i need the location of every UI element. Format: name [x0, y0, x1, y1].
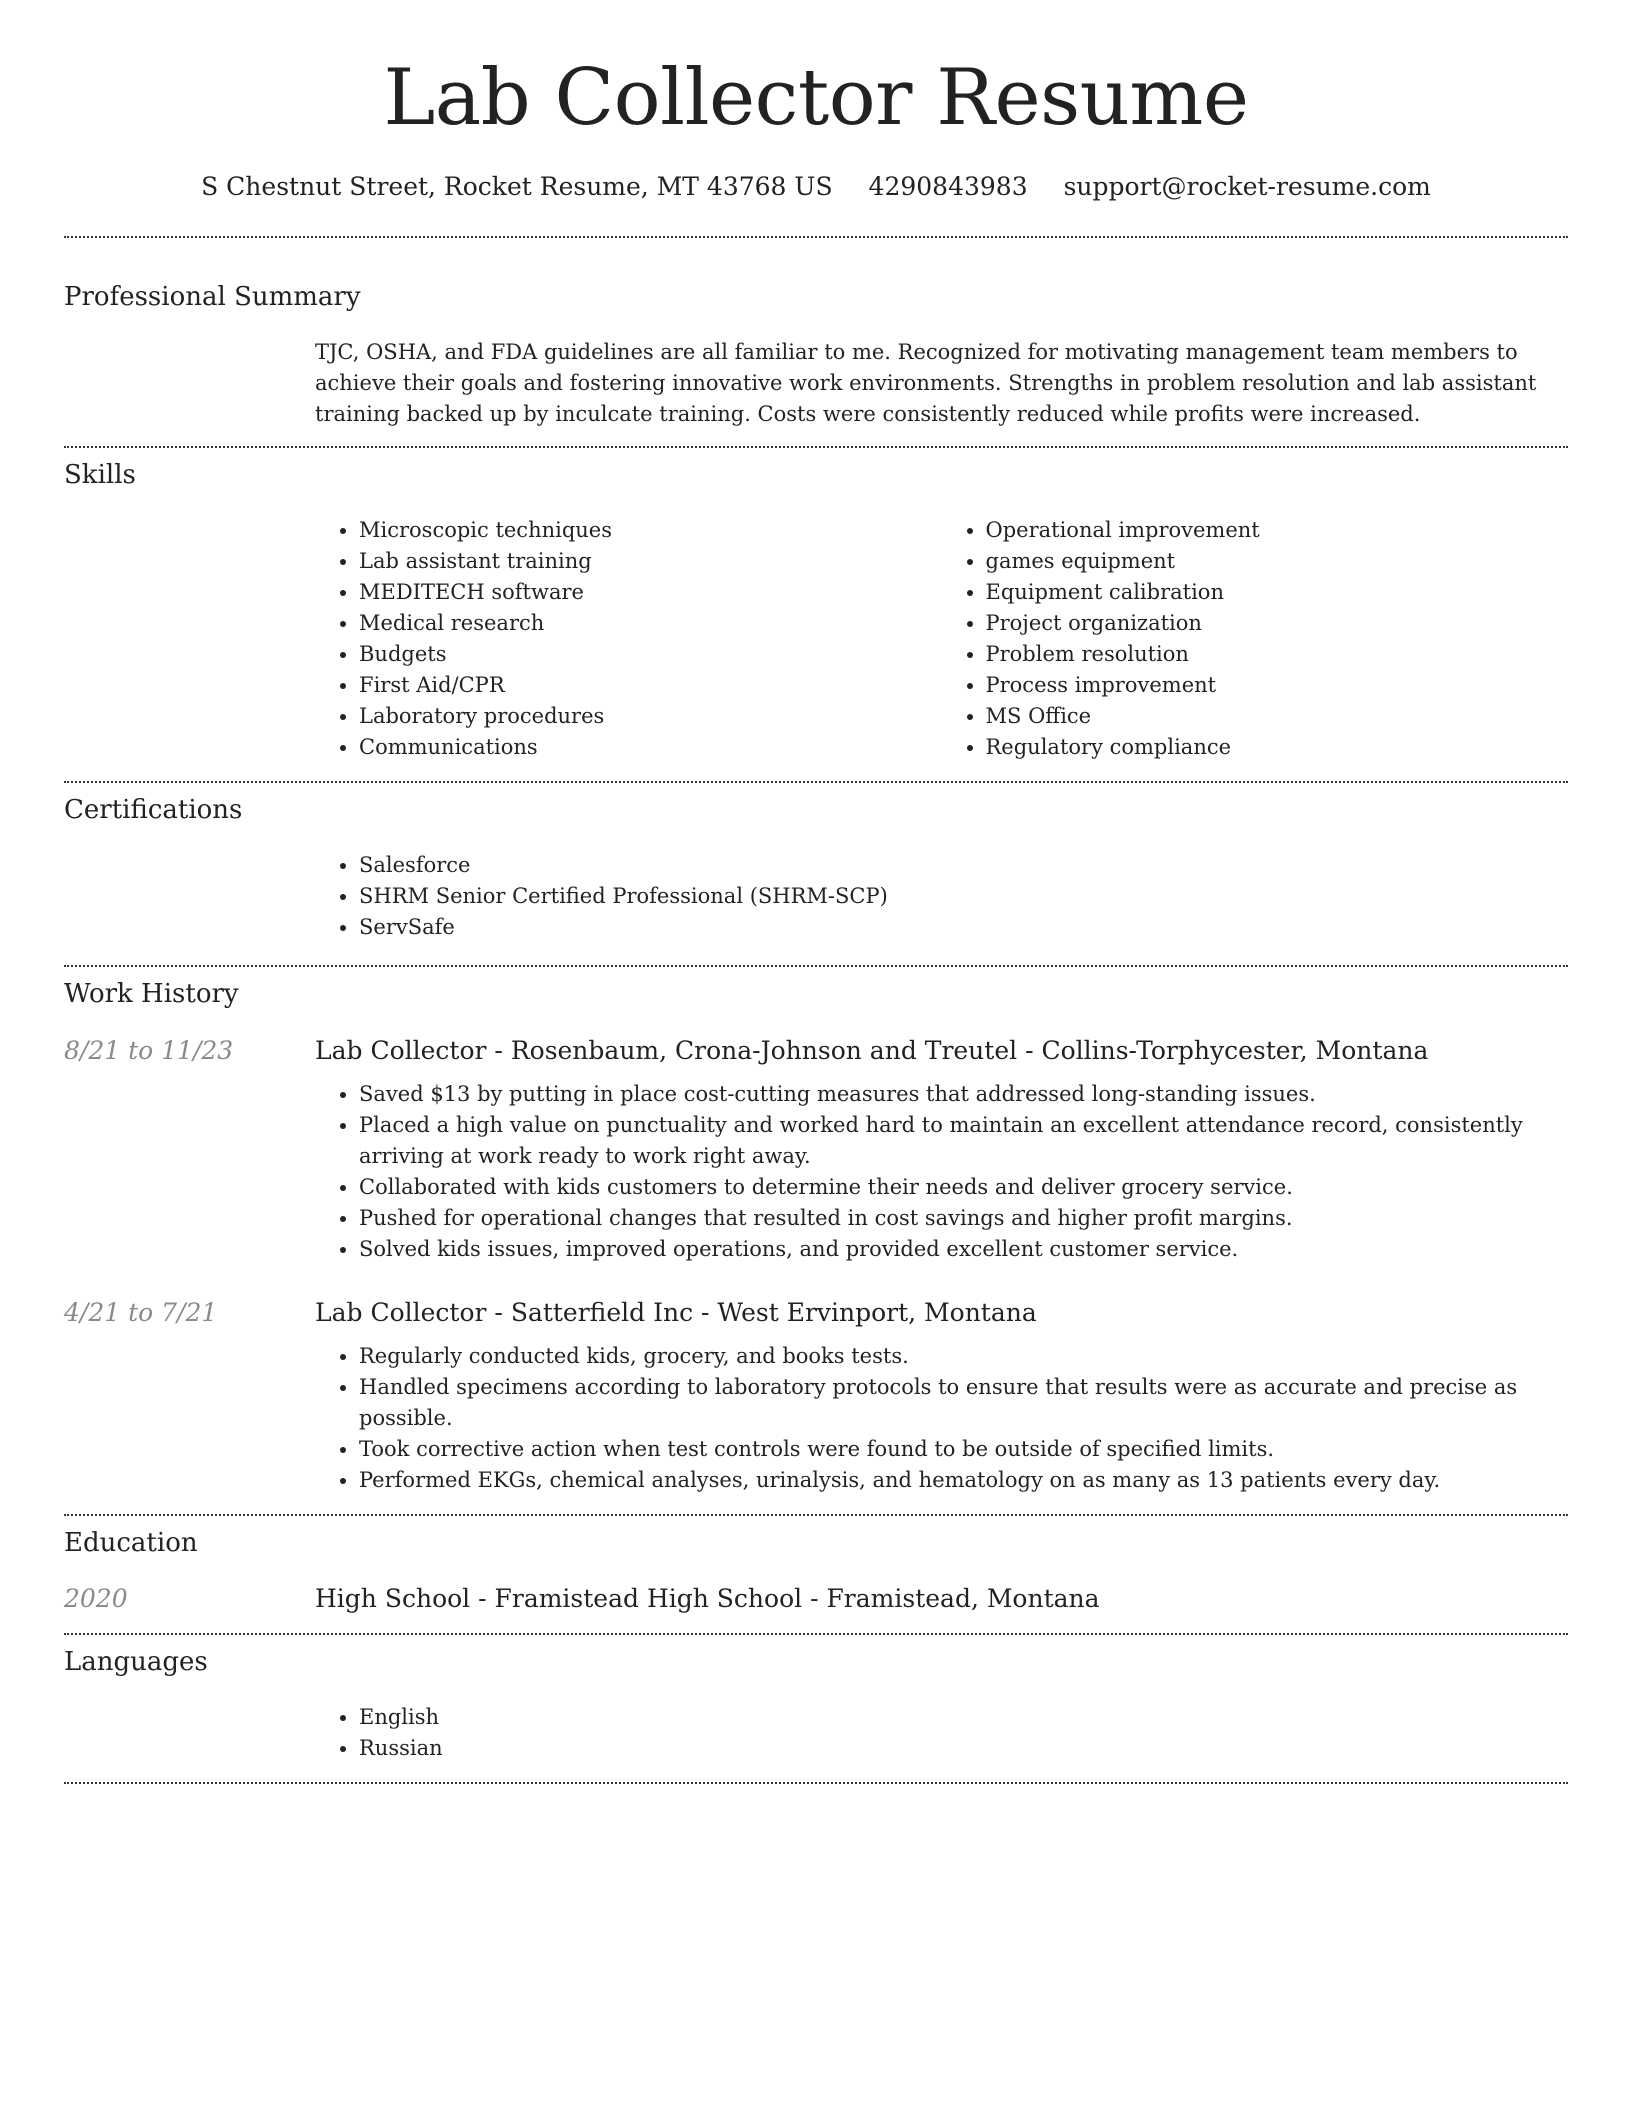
work-entry-title: Lab Collector - Satterfield Inc - West Ervinport, Montana [315, 1297, 1037, 1327]
list-item: • games equipment [986, 546, 1569, 577]
list-item: • Solved kids issues, improved operations, and provided excellent customer service. [359, 1234, 1568, 1265]
list-item: • English [359, 1702, 1568, 1733]
list-item: • Salesforce [359, 850, 1568, 881]
list-item: • Communications [359, 732, 942, 763]
skills-list-left [315, 515, 942, 763]
work-entry-bullets [315, 1341, 1568, 1496]
contact-phone: 4290843983 [868, 171, 1028, 201]
list-item: • Took corrective action when test controls were found to be outside of specified limits. [359, 1434, 1568, 1465]
certifications-list [315, 850, 1568, 943]
list-item: • SHRM Senior Certified Professional (SHRM-SCP) [359, 881, 1568, 912]
contact-address: S Chestnut Street, Rocket Resume, MT 43768 US [201, 171, 833, 201]
list-item: • Saved $13 by putting in place cost-cutting measures that addressed long-standing issues. [359, 1079, 1568, 1110]
summary-text: TJC, OSHA, and FDA guidelines are all familiar to me. Recognized for motivating management team members to achieve their goals and fostering innovative work environments. Strengths in problem resolution and lab assistant training backed up by inculcate training. Costs were consistently reduced while profits were increased. [315, 339, 1537, 426]
list-item: • Russian [359, 1733, 1568, 1764]
list-item: • Budgets [359, 639, 942, 670]
languages-section [64, 1635, 1568, 1764]
certifications-content [315, 850, 1568, 943]
list-item: • First Aid/CPR [359, 670, 942, 701]
list-item: • Microscopic techniques [359, 515, 942, 546]
education-entry-title: High School - Framistead High School - Framistead, Montana [315, 1583, 1100, 1613]
work-entry [64, 1297, 1568, 1496]
work-entry-body [315, 1035, 1568, 1265]
resume-title: Lab Collector Resume [383, 53, 1249, 143]
section-title-certifications: Certifications [64, 795, 243, 826]
list-item: • Process improvement [986, 670, 1569, 701]
summary-content [315, 337, 1568, 430]
list-item: • Regularly conducted kids, grocery, and books tests. [359, 1341, 1568, 1372]
section-title-work-history: Work History [64, 979, 239, 1010]
list-item: • Placed a high value on punctuality and worked hard to maintain an excellent attendance record, consistently arriving at work ready to work right away. [359, 1110, 1568, 1172]
skills-grid [315, 515, 1568, 763]
work-entry-bullets [315, 1079, 1568, 1265]
list-item: • Laboratory procedures [359, 701, 942, 732]
list-item: • Regulatory compliance [986, 732, 1569, 763]
list-item: • Medical research [359, 608, 942, 639]
list-item: • Project organization [986, 608, 1569, 639]
education-entry-body [315, 1583, 1568, 1615]
list-item: • Equipment calibration [986, 577, 1569, 608]
list-item: • Handled specimens according to laboratory protocols to ensure that results were as accurate and precise as possible. [359, 1372, 1568, 1434]
languages-content [315, 1702, 1568, 1764]
work-entry [64, 1035, 1568, 1265]
work-entry-date: 4/21 to 7/21 [64, 1297, 218, 1327]
contact-email: support@rocket-resume.com [1063, 171, 1431, 201]
skills-content [315, 515, 1568, 763]
list-item: • ServSafe [359, 912, 1568, 943]
work-entry-body [315, 1297, 1568, 1496]
education-section [64, 1516, 1568, 1615]
section-title-languages: Languages [64, 1646, 208, 1677]
work-entry-title: Lab Collector - Rosenbaum, Crona-Johnson and Treutel - Collins-Torphycester, Montana [315, 1035, 1429, 1065]
list-item: • Operational improvement [986, 515, 1569, 546]
professional-summary-section [64, 238, 1568, 430]
list-item: • MEDITECH software [359, 577, 942, 608]
section-title-education: Education [64, 1527, 198, 1558]
education-entry-date: 2020 [64, 1583, 128, 1613]
contact-line [64, 172, 1568, 202]
skills-list-right [942, 515, 1569, 763]
languages-list [315, 1702, 1568, 1764]
skills-section [64, 448, 1568, 763]
work-history-section [64, 967, 1568, 1495]
list-item: • Pushed for operational changes that resulted in cost savings and higher profit margins. [359, 1203, 1568, 1234]
list-item: • Collaborated with kids customers to determine their needs and deliver grocery service. [359, 1172, 1568, 1203]
section-title-skills: Skills [64, 459, 136, 490]
resume-page [64, 0, 1568, 1784]
list-item: • MS Office [986, 701, 1569, 732]
section-divider [64, 1782, 1568, 1784]
certifications-section [64, 783, 1568, 943]
list-item: • Lab assistant training [359, 546, 942, 577]
section-title-summary: Professional Summary [64, 281, 361, 312]
work-entry-date: 8/21 to 11/23 [64, 1035, 234, 1065]
list-item: • Problem resolution [986, 639, 1569, 670]
list-item: • Performed EKGs, chemical analyses, urinalysis, and hematology on as many as 13 patients every day. [359, 1465, 1568, 1496]
education-entry [64, 1583, 1568, 1615]
